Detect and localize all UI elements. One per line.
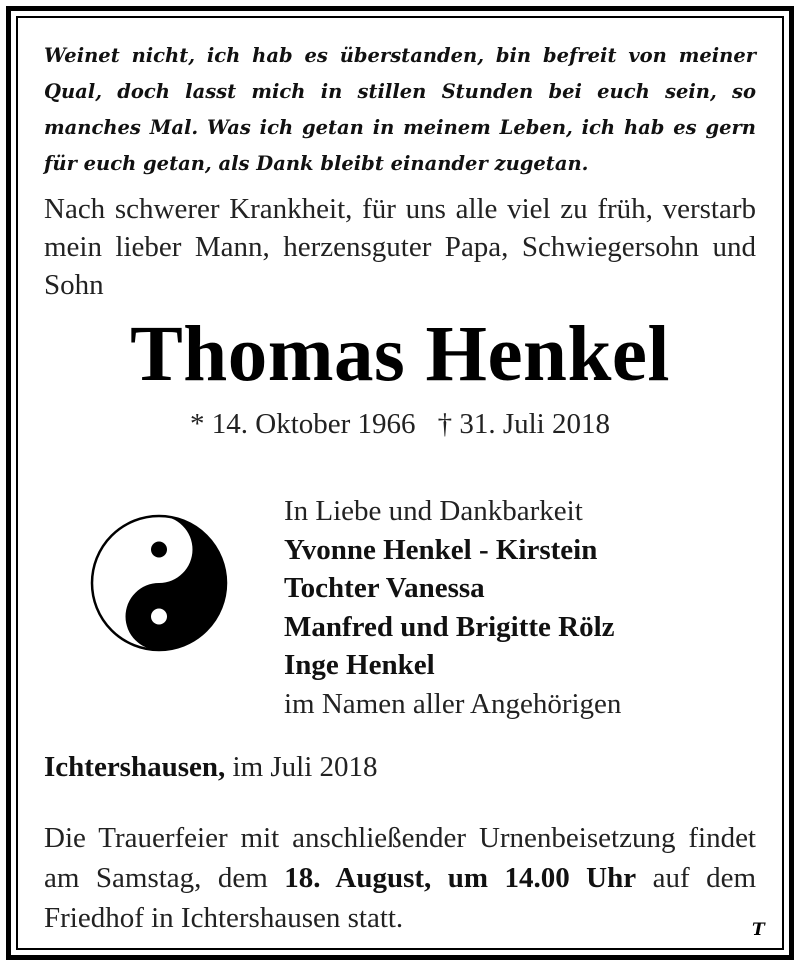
mourner-name: Yvonne Henkel - Kirstein	[284, 533, 598, 566]
notice-date: im Juli 2018	[232, 751, 378, 783]
yin-yang-icon	[89, 513, 229, 653]
place-date	[44, 748, 378, 786]
mourner-name: Inge Henkel	[284, 649, 435, 681]
ceremony-text	[44, 818, 756, 938]
intro-text: Nach schwerer Krankheit, für uns alle viel zu früh, verstarb mein lieber Mann, herzensguter Papa, Schwiegersohn und Sohn	[44, 193, 756, 301]
ceremony-text-2: auf dem Friedhof in Ichtershausen statt.	[44, 862, 757, 934]
mourner-name: Manfred und Brigitte Rölz	[284, 610, 615, 643]
birth-date: * 14. Oktober 1966	[190, 408, 416, 440]
mourners-intro: In Liebe und Dankbarkeit	[284, 495, 583, 527]
life-dates	[0, 404, 800, 444]
mourners-closing: im Namen aller Angehörigen	[284, 687, 622, 720]
death-date: † 31. Juli 2018	[437, 408, 610, 440]
poem-text: Weinet nicht, ich hab es überstanden, bin befreit von meiner Qual, doch lasst mich in stillen Stunden bei euch sein, so manches Mal. Was ich getan in meinem Leben, ich hab es gern für euch getan, als Dank bleibt einander zugetan.	[44, 44, 756, 175]
mourner-name: Tochter Vanessa	[284, 572, 485, 604]
deceased-name: Thomas Henkel	[130, 311, 670, 398]
ceremony-datetime: 18. August, um 14.00 Uhr	[284, 862, 637, 894]
mourners-list	[284, 492, 764, 723]
ceremony-text-1: Die Trauerfeier mit anschließender Urnenbeisetzung findet am Samstag, dem	[44, 822, 756, 894]
place-name: Ichtershausen,	[44, 751, 226, 783]
publisher-mark: T	[752, 920, 765, 940]
